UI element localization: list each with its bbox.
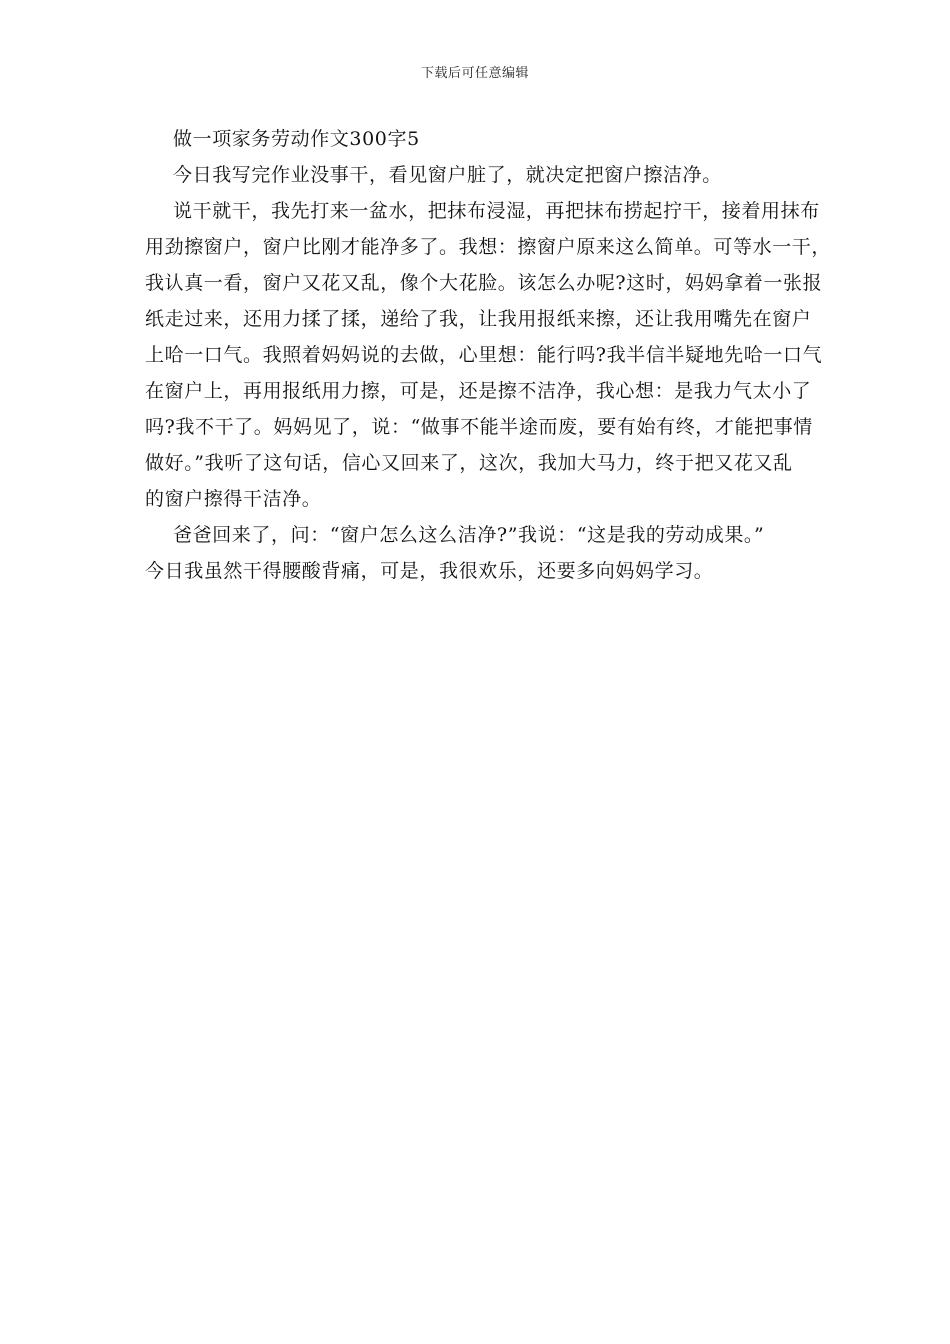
paragraph-2-line: 说干就干，我先打来一盆水，把抹布浸湿，再把抹布捞起拧干，接着用抹布 (173, 200, 820, 222)
paragraph-2-line: 上哈一口气。我照着妈妈说的去做，心里想：能行吗?我半信半疑地先哈一口气 (145, 344, 823, 366)
paragraph-3 (145, 517, 810, 589)
paragraph-2-line: 做好。”我听了这句话，信心又回来了，这次，我加大马力，终于把又花又乱 (145, 452, 793, 474)
paragraph-2-line: 在窗户上，再用报纸用力擦，可是，还是擦不洁净，我心想：是我力气太小了 (145, 380, 812, 402)
paragraph-2 (145, 193, 832, 517)
essay-body (145, 121, 832, 589)
paragraph-1: 今日我写完作业没事干，看见窗户脏了，就决定把窗户擦洁净。 (173, 164, 722, 186)
essay-title: 做一项家务劳动作文300字5 (173, 128, 420, 150)
paragraph-2-line: 纸走过来，还用力揉了揉，递给了我，让我用报纸来擦，还让我用嘴先在窗户 (145, 308, 812, 330)
paragraph-2-line: 吗?我不干了。妈妈见了，说：“做事不能半途而废，要有始有终，才能把事情 (145, 416, 813, 438)
paragraph-2-line: 用劲擦窗户，窗户比刚才能净多了。我想：擦窗户原来这么简单。可等水一干， (145, 236, 832, 258)
paragraph-2-line: 我认真一看，窗户又花又乱，像个大花脸。该怎么办呢?这时，妈妈拿着一张报 (145, 272, 823, 294)
header-note: 下载后可任意编辑 (420, 66, 529, 81)
paragraph-3-line: 今日我虽然干得腰酸背痛，可是，我很欢乐，还要多向妈妈学习。 (145, 560, 714, 582)
paragraph-3-line: 爸爸回来了，问：“窗户怎么这么洁净?”我说：“这是我的劳动成果。” (173, 524, 765, 546)
paragraph-2-line: 的窗户擦得干洁净。 (145, 488, 322, 510)
